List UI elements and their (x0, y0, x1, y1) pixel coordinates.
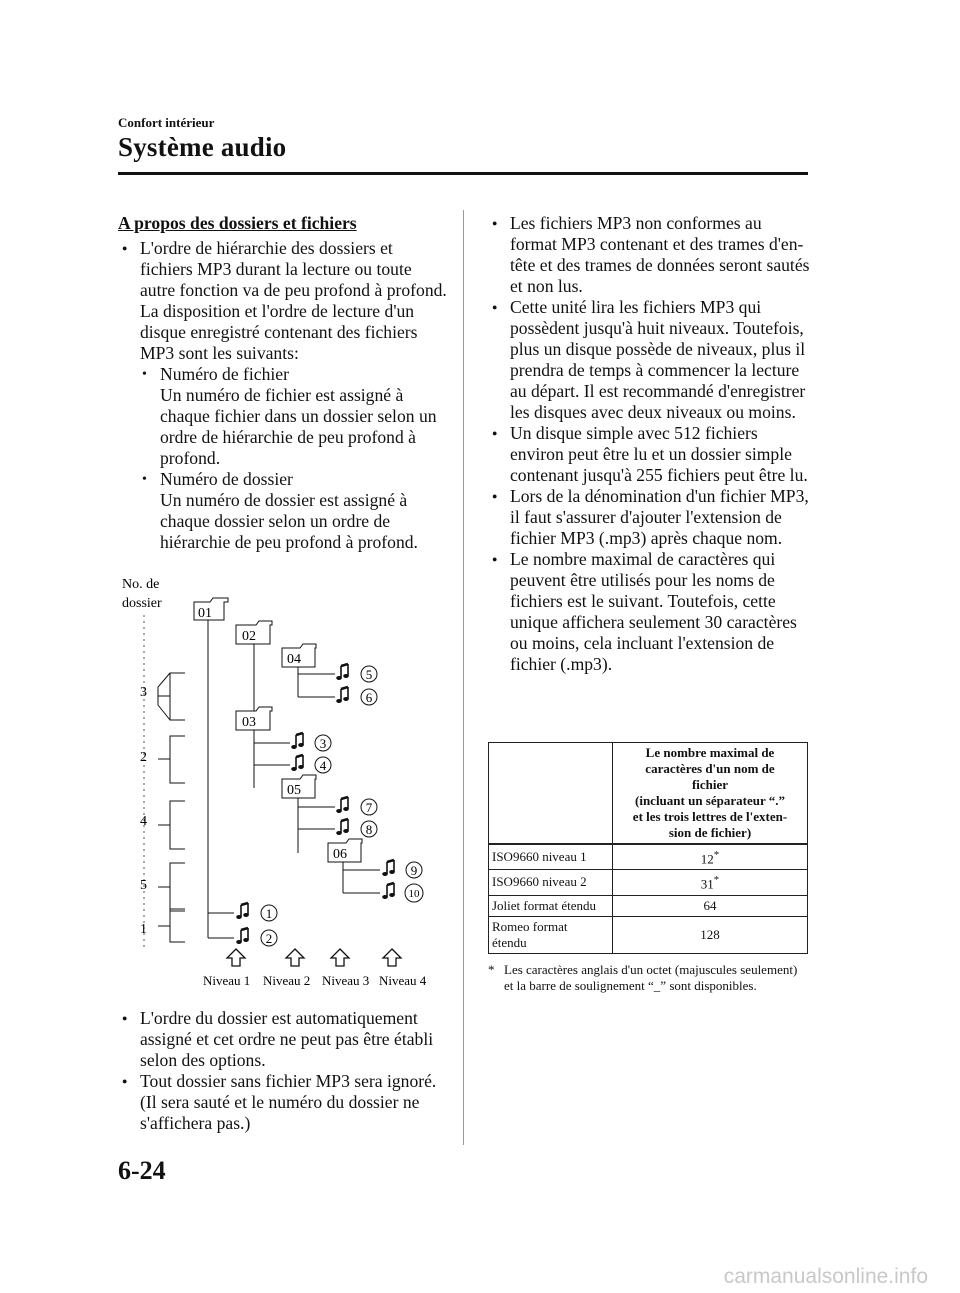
page-number: 6-24 (118, 1156, 166, 1185)
svg-text:7: 7 (365, 800, 373, 815)
bullet-max-chars: ● Le nombre maximal de caractères qui peuvent être utilisés pour les noms de fichiers est le suivant. Toutefois, cette unique affichera seulement 30 caractères ou moins, cela incluant l'extension de fichier (.mp3). (488, 549, 810, 675)
svg-text:9: 9 (410, 863, 418, 878)
svg-text:1: 1 (265, 906, 273, 921)
footnote (488, 962, 808, 994)
section-heading: A propos des dossiers et fichiers (118, 213, 357, 233)
level-label: Niveau 1 (203, 973, 251, 988)
sub-bullet-file-number: • Numéro de fichier (118, 364, 448, 385)
bullet-folder-order: ● L'ordre du dossier est automatiquement assigné et cet ordre ne peut pas être établi selon des options. (118, 1008, 448, 1071)
folder-hierarchy-diagram (110, 570, 455, 995)
svg-text:8: 8 (365, 822, 373, 837)
svg-text:3: 3 (319, 736, 327, 751)
folder-06 (328, 839, 362, 862)
bullet-extension: ● Lors de la dénomination d'un fichier MP3, il faut s'assurer d'ajouter l'extension de fichier MP3 (.mp3) après chaque nom. (488, 486, 810, 549)
svg-text:06: 06 (333, 847, 347, 862)
level-label: Niveau 2 (263, 973, 311, 988)
file-4 (291, 755, 331, 773)
table-row: ISO9660 niveau 1 12* (489, 844, 808, 870)
header-rule (118, 172, 808, 175)
watermark: carmanualsonline.info (0, 1264, 960, 1293)
level-label: Niveau 3 (322, 973, 370, 988)
file-5 (336, 664, 377, 682)
folder-number: 4 (140, 814, 147, 829)
bullet-folder-ignored: ● Tout dossier sans fichier MP3 sera ignoré. (Il sera sauté et le numéro du dossier ne s'affichera pas.) (118, 1071, 448, 1134)
svg-text:04: 04 (287, 652, 301, 667)
folder-number-label-2: dossier (122, 596, 162, 611)
left-column-text-lower (118, 1008, 448, 1134)
folder-05 (282, 775, 316, 798)
file-9 (382, 860, 422, 878)
sub-bullet-folder-number: • Numéro de dossier (118, 469, 448, 490)
folder-04 (282, 644, 316, 667)
svg-text:10: 10 (408, 888, 420, 900)
table-row: Romeo format étendu 128 (489, 916, 808, 953)
folder-number-label-1: No. de (122, 577, 160, 592)
file-7 (336, 797, 377, 815)
svg-text:5: 5 (365, 667, 373, 682)
folder-number: 1 (140, 922, 147, 937)
file-6 (336, 687, 377, 705)
column-separator (463, 210, 464, 1145)
footnote-mark: * (488, 962, 495, 977)
left-column-text (118, 213, 448, 553)
level-label: Niveau 4 (379, 973, 427, 988)
folder-number: 5 (140, 878, 147, 893)
file-10 (382, 883, 423, 902)
folder-number-brackets (158, 673, 185, 942)
file-3 (291, 733, 331, 751)
table-row: Joliet format étendu 64 (489, 895, 808, 916)
section-label: Confort intérieur (118, 115, 215, 130)
svg-text:01: 01 (198, 606, 212, 621)
bullet-levels: ● Cette unité lira les fichiers MP3 qui possèdent jusqu'à huit niveaux. Toutefois, plus un disque possède de niveaux, plus il prendra de temps à commencer la lecture au départ. Il est recommandé d'enregistrer les disques avec deux niveaux ou moins. (488, 297, 810, 423)
filename-length-table (488, 742, 808, 954)
level-arrow-icon (383, 949, 401, 966)
table-empty-header (489, 743, 613, 845)
svg-text:4: 4 (319, 758, 327, 773)
level-arrow-icon (331, 949, 349, 966)
folder-number-text: Un numéro de dossier est assigné à chaque dossier selon un ordre de hiérarchie de peu profond à profond. (160, 490, 418, 552)
folder-01 (194, 598, 228, 621)
right-column-text (488, 213, 810, 675)
page-title: Système audio (118, 132, 287, 162)
bullet-capacity: ● Un disque simple avec 512 fichiers environ peut être lu et un dossier simple contenant jusqu'à 255 fichiers peut être lu. (488, 423, 810, 486)
file-2 (236, 928, 277, 946)
svg-text:05: 05 (287, 783, 301, 798)
file-1 (236, 903, 277, 921)
footnote-text: Les caractères anglais d'un octet (majuscules seulement) et la barre de soulignement “_” sont disponibles. (504, 962, 798, 993)
svg-text:03: 03 (242, 715, 256, 730)
level-arrow-icon (286, 949, 304, 966)
svg-text:6: 6 (365, 690, 373, 705)
level-arrow-icon (227, 949, 245, 966)
folder-02 (236, 621, 272, 644)
folder-number: 3 (140, 685, 147, 700)
table-header: Le nombre maximal de caractères d'un nom de fichier (incluant un séparateur “.” et les trois lettres de l'exten- sion de fichier) (613, 743, 808, 845)
folder-number: 2 (140, 750, 147, 765)
svg-text:2: 2 (265, 931, 273, 946)
table-row: ISO9660 niveau 2 31* (489, 870, 808, 895)
bullet-nonconform: ● Les fichiers MP3 non conformes au format MP3 contenant et des trames d'en-tête et des trames de données seront sautés et non lus. (488, 213, 810, 297)
file-8 (336, 819, 377, 837)
svg-text:02: 02 (242, 629, 256, 644)
file-number-text: Un numéro de fichier est assigné à chaque fichier dans un dossier selon un ordre de hiérarchie de peu profond à profond. (160, 385, 437, 468)
bullet-hierarchy: ● L'ordre de hiérarchie des dossiers et fichiers MP3 durant la lecture ou toute autre fonction va de peu profond à profond. La disposition et l'ordre de lecture d'un disque enregistré contenant des fichiers MP3 sont les suivants: (118, 238, 448, 364)
